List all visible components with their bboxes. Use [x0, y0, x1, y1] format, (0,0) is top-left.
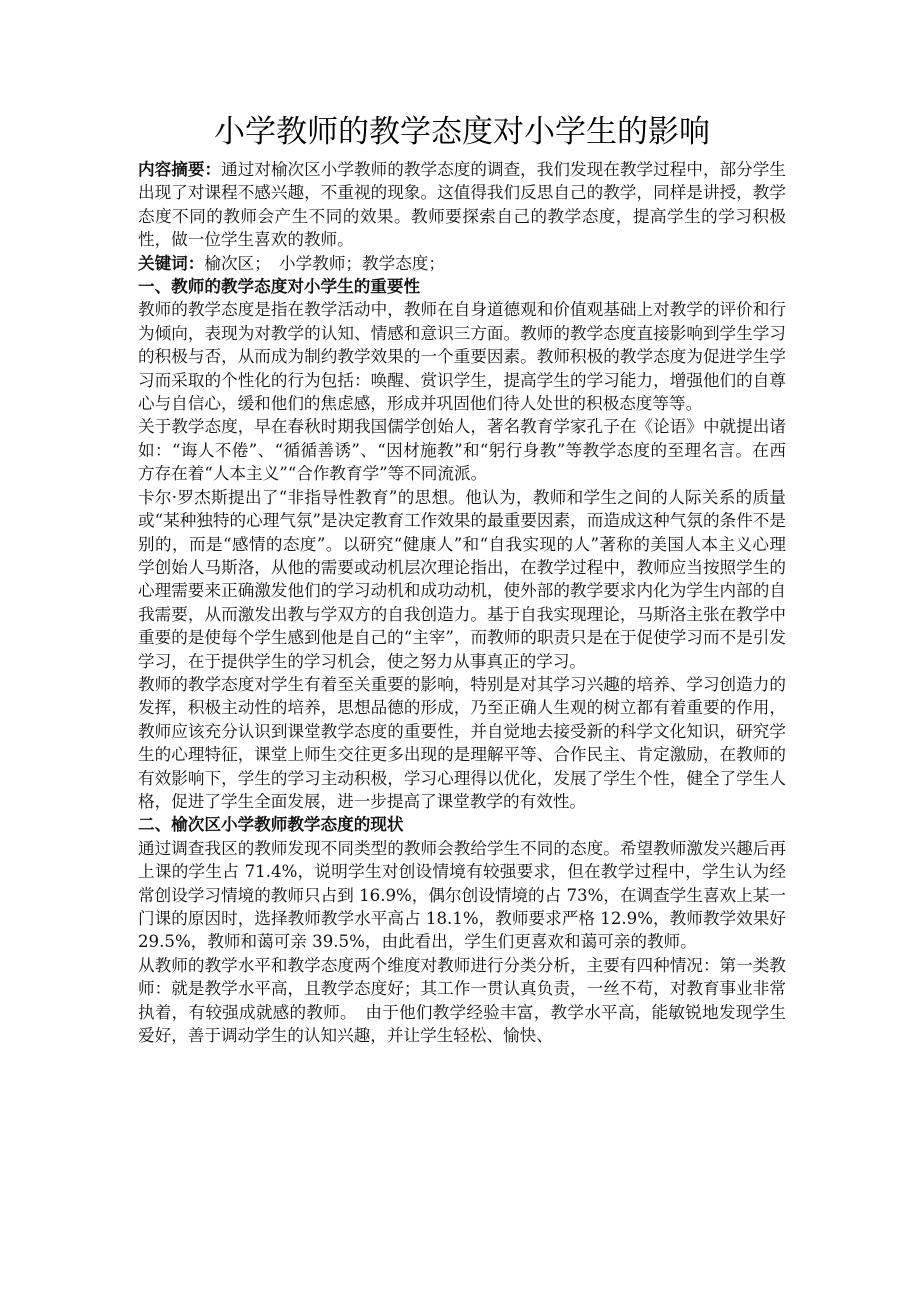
abstract-label: 内容摘要： [138, 159, 222, 179]
paragraph: 卡尔·罗杰斯提出了“非指导性教育”的思想。他认为，教师和学生之间的人际关系的质量或“某种独特的心理气氛”是决定教育工作效果的最重要因素，而造成这种气氛的条件不是别的，而是“感情的态度”。以研究“健康人”和“自我实现的人”著称的美国人本主义心理学创始人马斯洛，从他的需要或动机层次理论指出，在教学过程中，教师应当按照学生的心理需要来正确激发他们的学习动机和成功动机，使外部的教学要求内化为学生内部的自我需要，从而激发出教与学双方的自我创造力。基于自我实现理论，马斯洛主张在教学中重要的是使每个学生感到他是自己的“主宰”，而教师的职责只是在于促使学习而不是引发学习，在于提供学生的学习机会，使之努力从事真正的学习。 [138, 487, 786, 671]
section-heading-2: 二、榆次区小学教师教学态度的现状 [138, 814, 404, 835]
document-page [138, 110, 786, 1047]
paragraph: 教师的教学态度是指在教学活动中，教师在自身道德观和价值观基础上对教学的评价和行为倾向，表现为对教学的认知、情感和意识三方面。教师的教学态度直接影响到学生学习的积极与否，从而成为制约教学效果的一个重要因素。教师积极的教学态度为促进学生学习而采取的个性化的行为包括：唤醒、赏识学生，提高学生的学习能力，增强他们的自尊心与自信心，缓和他们的焦虑感，形成并巩固他们待人处世的积极态度等等。 [138, 300, 786, 414]
abstract-text: 通过对榆次区小学教师的教学态度的调查，我们发现在教学过程中，部分学生出现了对课程不感兴趣，不重视的现象。这值得我们反思自己的教学，同样是讲授，教学态度不同的教师会产生不同的效果。教师要探索自己的教学态度，提高学生的学习积极性，做一位学生喜欢的教师。 [138, 160, 787, 250]
paragraph: 从教师的教学水平和教学态度两个维度对教师进行分类分析，主要有四种情况：第一类教师：就是教学水平高，且教学态度好；其工作一贯认真负责，一丝不苟，对教育事业非常执着，有较强成就感的教师。 由于他们教学经验丰富，教学水平高，能敏锐地发现学生爱好，善于调动学生的认知兴趣，并让学生轻松、愉快、 [138, 955, 786, 1046]
paragraph: 关于教学态度，早在春秋时期我国儒学创始人，著名教育学家孔子在《论语》中就提出诸如：“诲人不倦”、“循循善诱”、“因材施教”和“躬行身教”等教学态度的至理名言。在西方存在着“人本主义”“合作教育学”等不同流派。 [138, 417, 786, 484]
paragraph: 教师的教学态度对学生有着至关重要的影响，特别是对其学习兴趣的培养、学习创造力的发挥，积极主动性的培养，思想品德的形成，乃至正确人生观的树立都有着重要的作用，教师应该充分认识到课堂教学态度的重要性，并自觉地去接受新的科学文化知识，研究学生的心理特征，课堂上师生交往更多出现的是理解平等、合作民主、肯定激励，在教师的有效影响下，学生的学习主动积极，学习心理得以优化，发展了学生个性，健全了学生人格，促进了学生全面发展，进一步提高了课堂教学的有效性。 [138, 674, 786, 811]
section-heading-1: 一、教师的教学态度对小学生的重要性 [138, 276, 421, 297]
paragraph: 通过调查我区的教师发现不同类型的教师会教给学生不同的态度。希望教师激发兴趣后再上课的学生占 71.4%，说明学生对创设情境有较强要求，但在教学过程中，学生认为经常创设学习情境的教师只占到 16.9%，偶尔创设情境的占 73%，在调查学生喜欢上某一门课的原因时，选择教师教学水平高占 18.1%，教师要求严格 12.9%，教师教学效果好 29.5%，教师和蔼可亲 39.5%，由此看出，学生们更喜欢和蔼可亲的教师。 [138, 838, 786, 952]
keywords [138, 252, 786, 275]
document-title: 小学教师的教学态度对小学生的影响 [214, 114, 710, 150]
keywords-text: 榆次区； 小学教师；教学态度； [204, 253, 445, 273]
keywords-label: 关键词： [138, 252, 205, 273]
abstract [138, 158, 786, 252]
